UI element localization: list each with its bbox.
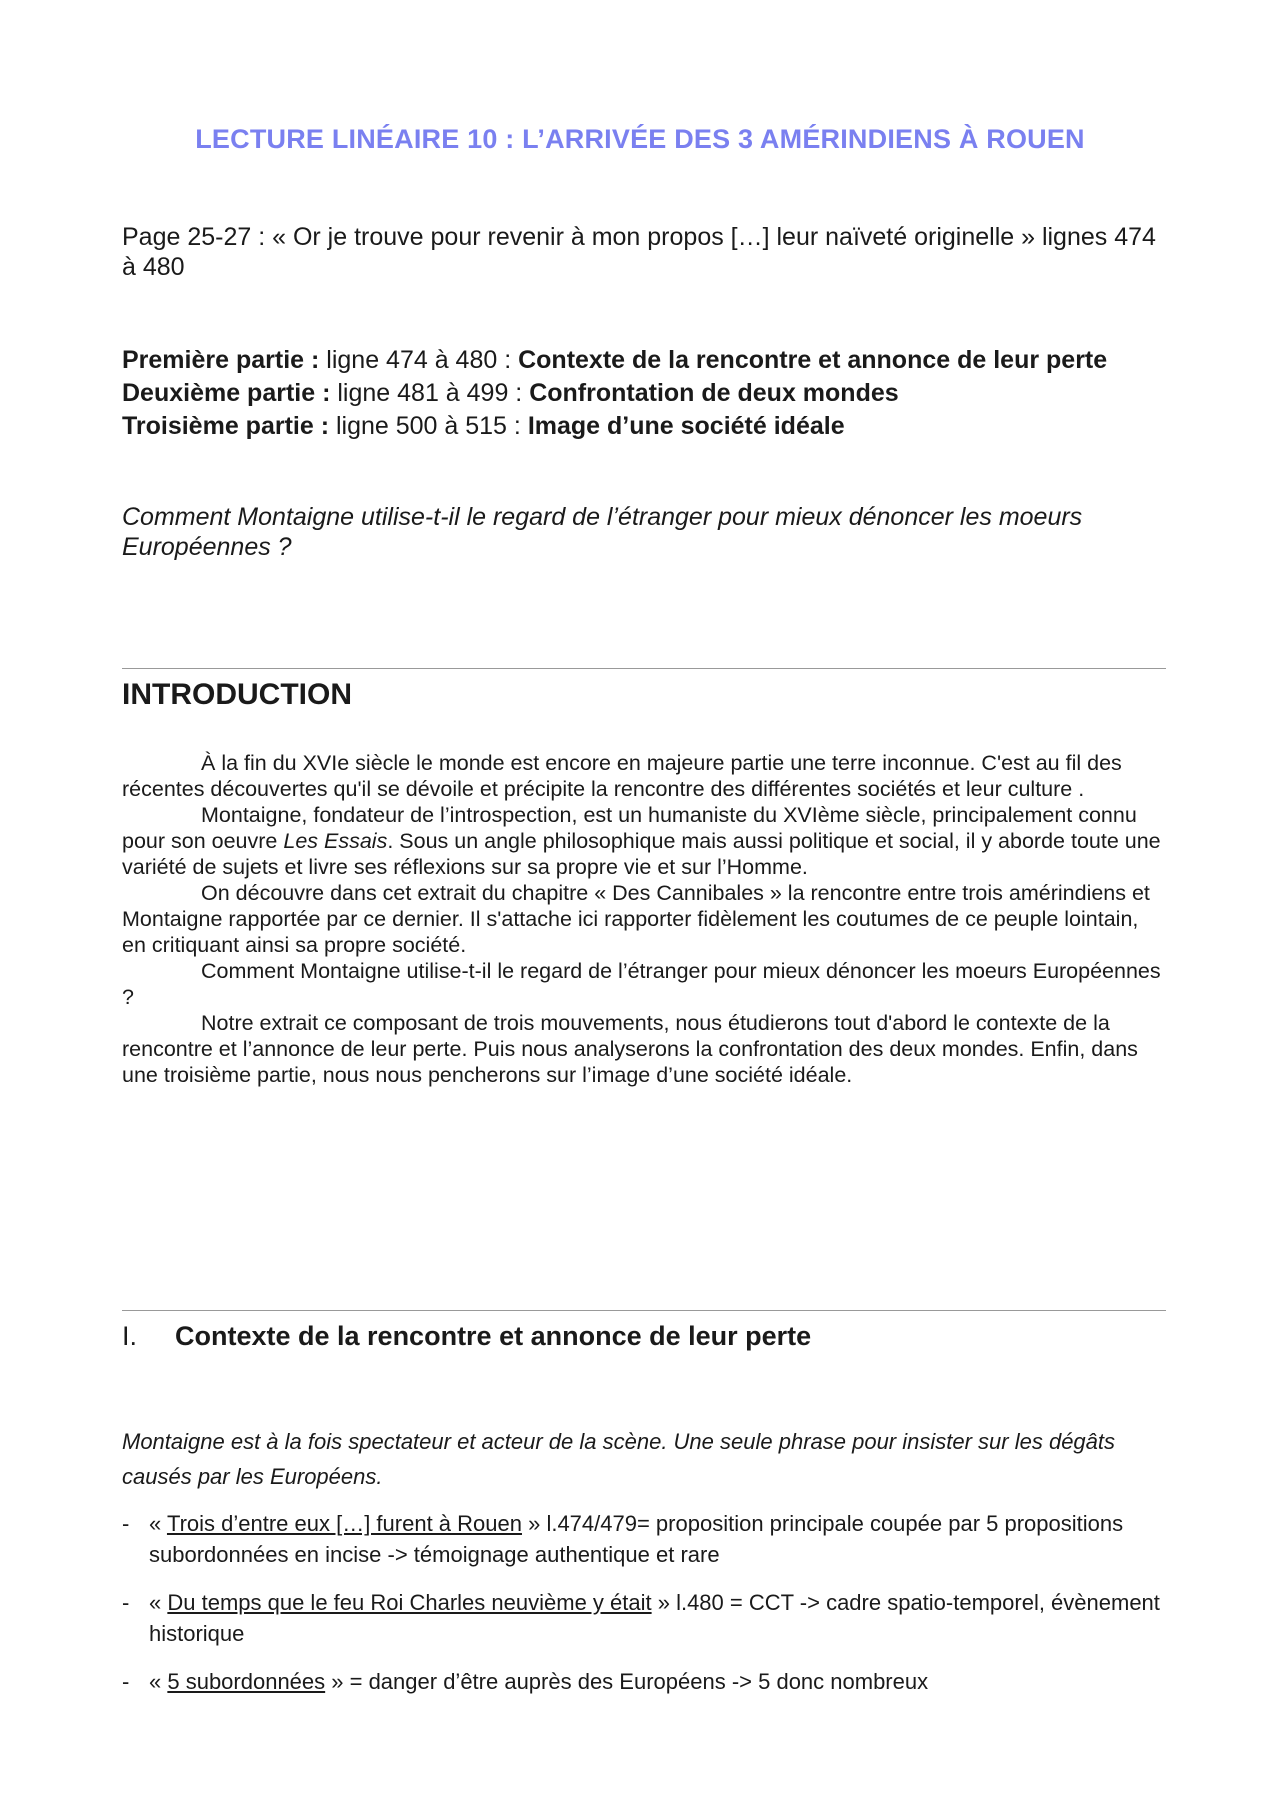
bullet-list bbox=[122, 1508, 1167, 1714]
part-3: Troisième partie : ligne 500 à 515 : Image d’une société idéale bbox=[122, 412, 845, 440]
intro-paragraph: Notre extrait ce composant de trois mouvements, nous étudierons tout d'abord le contexte de la rencontre et l’annonce de leur perte. Puis nous analyserons la confrontation des deux mondes. Enfin, dans une troisième partie, nous nous pencherons sur l’image d’une société idéale. bbox=[122, 1011, 1138, 1087]
list-item: - « 5 subordonnées » = danger d’être auprès des Européens -> 5 donc nombreux bbox=[122, 1669, 929, 1694]
problematique: Comment Montaigne utilise-t-il le regard de l’étranger pour mieux dénoncer les moeurs Européennes ? bbox=[122, 503, 1083, 561]
divider bbox=[122, 668, 1166, 669]
section-lead: Montaigne est à la fois spectateur et acteur de la scène. Une seule phrase pour insister sur les dégâts causés par les Européens. bbox=[122, 1429, 1116, 1489]
text-reference: Page 25-27 : « Or je trouve pour revenir à mon propos […] leur naïveté originelle » lignes 474 à 480 bbox=[122, 223, 1156, 281]
intro-paragraph: Comment Montaigne utilise-t-il le regard de l’étranger pour mieux dénoncer les moeurs Européennes ? bbox=[122, 959, 1161, 1009]
intro-paragraph: Montaigne, fondateur de l’introspection, est un humaniste du XVIème siècle, principalement connu pour son oeuvre Les Essais. Sous un angle philosophique mais aussi politique et social, il y aborde toute une variété de sujets et livre ses réflexions sur sa propre vie et sur l’Homme. bbox=[122, 803, 1161, 879]
section-title: Contexte de la rencontre et annonce de leur perte bbox=[175, 1321, 812, 1351]
introduction-heading: INTRODUCTION bbox=[122, 678, 352, 711]
intro-paragraph: On découvre dans cet extrait du chapitre « Des Cannibales » la rencontre entre trois amérindiens et Montaigne rapportée par ce dernier. Il s'attache ici rapporter fidèlement les coutumes de ce peuple lointain, en critiquant ainsi sa propre société. bbox=[122, 881, 1150, 957]
part-1: Première partie : ligne 474 à 480 : Contexte de la rencontre et annonce de leur perte bbox=[122, 346, 1108, 374]
parts-outline bbox=[122, 344, 1167, 443]
list-item: - « Trois d’entre eux […] furent à Rouen » l.474/479= proposition principale coupée par 5 propositions subordonnées en incise -> témoignage authentique et rare bbox=[122, 1511, 1124, 1567]
section-number: I. bbox=[122, 1321, 138, 1351]
list-item: - « Du temps que le feu Roi Charles neuvième y était » l.480 = CCT -> cadre spatio-temporel, évènement historique bbox=[122, 1590, 1160, 1646]
part-2: Deuxième partie : ligne 481 à 499 : Confrontation de deux mondes bbox=[122, 379, 899, 407]
divider bbox=[122, 1310, 1166, 1311]
document-title: LECTURE LINÉAIRE 10 : L’ARRIVÉE DES 3 AMÉRINDIENS À ROUEN bbox=[195, 124, 1085, 154]
introduction-body bbox=[122, 750, 1167, 1088]
intro-paragraph: À la fin du XVIe siècle le monde est encore en majeure partie une terre inconnue. C'est au fil des récentes découvertes qu'il se dévoile et précipite la rencontre des différentes sociétés et leur culture . bbox=[122, 751, 1122, 801]
